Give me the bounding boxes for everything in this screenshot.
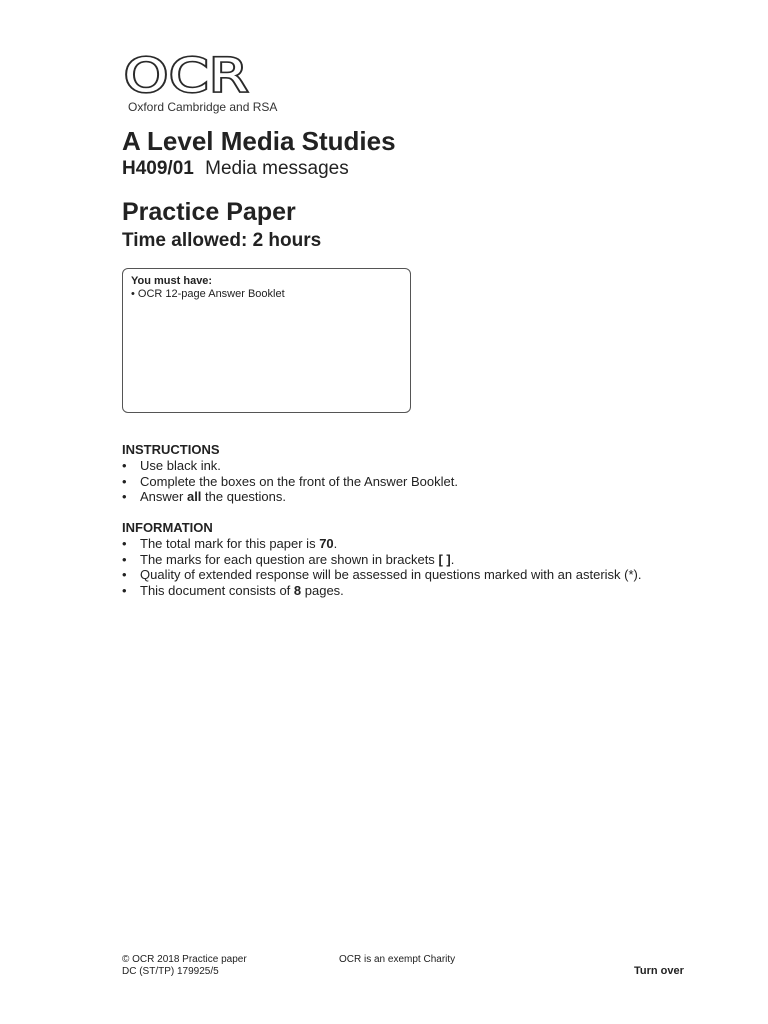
paper-type: Practice Paper (122, 198, 296, 226)
information-section (122, 520, 722, 599)
logo-subtitle: Oxford Cambridge and RSA (128, 100, 278, 114)
information-item: • The total mark for this paper is 70. (122, 536, 722, 552)
qualification-title: A Level Media Studies (122, 126, 396, 156)
logo-mark: OCR (124, 49, 250, 103)
requirements-box (122, 268, 411, 413)
instructions-heading: INSTRUCTIONS (122, 442, 220, 457)
instruction-item: • Answer all the questions. (122, 489, 722, 505)
footer-left (122, 954, 247, 978)
charity-text: OCR is an exempt Charity (339, 954, 456, 965)
information-item: • This document consists of 8 pages. (122, 583, 722, 599)
turn-over-label: Turn over (634, 965, 684, 977)
paper-code: H409/01 (122, 158, 194, 179)
copyright-text: © OCR 2018 Practice paper (122, 954, 247, 965)
requirements-heading: You must have: (131, 275, 213, 287)
time-allowed: Time allowed: 2 hours (122, 230, 322, 251)
information-item: • The marks for each question are shown in brackets [ ]. (122, 552, 722, 568)
information-item: • Quality of extended response will be assessed in questions marked with an asterisk (*). (122, 567, 722, 583)
ocr-logo (124, 49, 284, 114)
instruction-item: • Use black ink. (122, 458, 722, 474)
unit-title: Media messages (205, 158, 349, 179)
paper-code-line (122, 158, 349, 180)
instruction-item: • Complete the boxes on the front of the Answer Booklet. (122, 474, 722, 490)
requirements-item: • OCR 12-page Answer Booklet (131, 288, 285, 300)
document-code: DC (ST/TP) 179925/5 (122, 966, 219, 977)
instructions-section (122, 442, 722, 505)
information-heading: INFORMATION (122, 520, 213, 535)
